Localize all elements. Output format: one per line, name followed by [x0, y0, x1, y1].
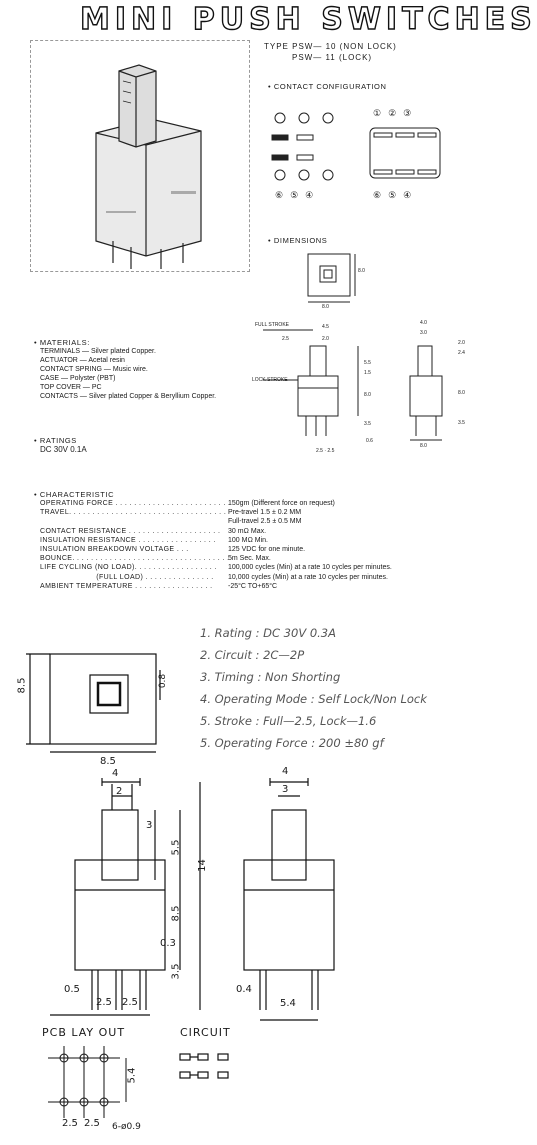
- char-row: TRAVEL. . . . . . . . . . . . . . . . . . . . . . . . . . . . . . . . . . Pre-travel 1.5 ± 0.2 MM: [40, 509, 302, 517]
- page-title: MINI PUSH SWITCHES: [80, 2, 537, 37]
- front-view-large: [20, 770, 240, 1030]
- contact-top-nums: ①②③: [373, 108, 419, 118]
- note-line: 5. Operating Force : 200 ±80 gf: [200, 736, 384, 750]
- drw-top-w: 8.5: [100, 756, 116, 767]
- side-dim-inner: 3.0: [420, 330, 427, 336]
- pcb-dim-54: 5.4: [126, 1067, 138, 1084]
- side-dim-top: 4.0: [420, 320, 427, 326]
- top-view-small: [300, 250, 370, 310]
- ratings-value: DC 30V 0.1A: [40, 445, 87, 454]
- notes-block: [200, 622, 427, 754]
- char-row: Full-travel 2.5 ± 0.5 MM: [228, 518, 302, 526]
- dim-width-label: 8.0: [322, 304, 329, 310]
- front-dim-pin: 3.5: [364, 421, 371, 427]
- product-photo: [30, 40, 250, 272]
- drw-front-35: 3.5: [170, 963, 182, 980]
- note-line: 3. Timing : Non Shorting: [200, 670, 341, 684]
- materials-line: TERMINALS — Silver plated Copper.: [40, 348, 156, 355]
- side-dim-d2: 2.4: [458, 350, 465, 356]
- char-row: CONTACT RESISTANCE . . . . . . . . . . . . . . . . . . . . 30 mΩ Max.: [40, 527, 267, 535]
- front-dim-pitch: 2.5 · 2.5: [316, 448, 335, 454]
- pcb-dim-25a: 2.5: [62, 1118, 78, 1129]
- char-row: OPERATING FORCE . . . . . . . . . . . . . . . . . . . . . . . . . 150gm (Different force on request): [40, 500, 335, 507]
- drw-front-85: 8.5: [170, 905, 182, 922]
- ratings-heading: • RATINGS: [34, 436, 77, 445]
- pcb-layout-heading: PCB LAY OUT: [42, 1026, 126, 1039]
- side-dim-d1: 2.0: [458, 340, 465, 346]
- side-dim-width: 8.0: [420, 443, 427, 449]
- drw-front-w: 4: [112, 768, 119, 779]
- materials-line: CASE — Polyster (PBT): [40, 375, 116, 382]
- char-row: AMBIENT TEMPERATURE . . . . . . . . . . . . . . . . . -25°C TO+65°C: [40, 582, 278, 590]
- char-row: BOUNCE. . . . . . . . . . . . . . . . . . . . . . . . . . . . . . . . . . 5m Sec. Max.: [40, 555, 271, 563]
- dim-height-label: 8.0: [358, 268, 365, 274]
- drw-front-3: 3: [146, 820, 153, 831]
- note-line: 4. Operating Mode : Self Lock/Non Lock: [200, 692, 427, 706]
- char-row: LIFE CYCLING (NO LOAD). . . . . . . . . . . . . . . . . . 100,000 cycles (Min) at a rate 10 cycles per minutes.: [40, 564, 392, 572]
- side-dim-d4: 3.5: [458, 420, 465, 426]
- contact-config-heading: • CONTACT CONFIGURATION: [268, 82, 387, 91]
- front-dim-inner: 2.0: [322, 336, 329, 342]
- characteristic-block: [34, 490, 392, 591]
- drw-front-25b: 2.5: [122, 997, 138, 1008]
- type-psw10: TYPE PSW— 10 (NON LOCK): [264, 42, 397, 51]
- contact-bottom-nums-left: ⑥⑤④: [275, 190, 321, 200]
- char-row: (FULL LOAD) . . . . . . . . . . . . . . . 10,000 cycles (Min) at a rate 10 cycles per minutes.: [40, 573, 388, 581]
- drw-side-54: 5.4: [280, 998, 296, 1009]
- drw-top-h: 8.5: [16, 677, 28, 694]
- full-stroke-label: FULL STROKE: [255, 322, 289, 328]
- materials-line: ACTUATOR — Acetal resin: [40, 357, 125, 364]
- pcb-dim-25b: 2.5: [84, 1118, 100, 1129]
- drw-front-in: 2: [116, 786, 123, 797]
- drw-side-w: 4: [282, 766, 289, 777]
- char-row: INSULATION RESISTANCE . . . . . . . . . . . . . . . . . 100 MΩ Min.: [40, 536, 269, 544]
- top-view-large: [20, 640, 190, 760]
- drw-side-04: 0.4: [236, 984, 252, 995]
- front-dim-gap: 0.6: [366, 438, 373, 444]
- front-dim-top: 4.5: [322, 324, 329, 330]
- drw-front-03: 0.3: [160, 938, 176, 949]
- drw-top-small: 0.8: [158, 673, 169, 689]
- switch-photo-drawing: [31, 41, 249, 271]
- note-line: 2. Circuit : 2C—2P: [200, 648, 305, 662]
- circuit-diagram: [172, 1042, 252, 1092]
- materials-line: CONTACT SPRING — Music wire.: [40, 366, 148, 373]
- front-dim-d1: 5.5: [364, 360, 371, 366]
- front-dim-body: 8.0: [364, 392, 371, 398]
- pcb-holes: 6-ø0.9: [112, 1122, 141, 1132]
- drw-front-55: 5.5: [170, 839, 182, 856]
- materials-line: TOP COVER — PC: [40, 384, 102, 391]
- circuit-heading: CIRCUIT: [180, 1026, 231, 1039]
- ratings-block: [34, 436, 87, 454]
- characteristic-heading: • CHARACTERISTIC: [34, 490, 115, 499]
- drw-front-25a: 2.5: [96, 997, 112, 1008]
- drw-front-05: 0.5: [64, 984, 80, 995]
- drw-side-in: 3: [282, 784, 289, 795]
- materials-line: CONTACTS — Silver plated Copper & Beryllium Copper.: [40, 393, 217, 400]
- front-dim-left: 2.5: [282, 336, 289, 342]
- materials-heading: • MATERIALS:: [34, 338, 90, 347]
- drw-front-14: 14: [196, 859, 208, 872]
- materials-block: [34, 338, 216, 401]
- note-line: 1. Rating : DC 30V 0.3A: [200, 626, 336, 640]
- side-dim-d3: 8.0: [458, 390, 465, 396]
- contact-bottom-nums: ⑥⑤④: [373, 190, 419, 200]
- char-row: INSULATION BREAKDOWN VOLTAGE . . . 125 VDC for one minute.: [40, 546, 306, 554]
- lock-stroke-label: LOCK STROKE: [252, 377, 288, 383]
- front-view-small: [258, 318, 368, 458]
- front-dim-d2: 1.5: [364, 370, 371, 376]
- dimensions-heading: • DIMENSIONS: [268, 236, 328, 245]
- side-view-small: [398, 318, 468, 458]
- type-psw11: PSW— 11 (LOCK): [292, 53, 373, 62]
- note-line: 5. Stroke : Full—2.5, Lock—1.6: [200, 714, 377, 728]
